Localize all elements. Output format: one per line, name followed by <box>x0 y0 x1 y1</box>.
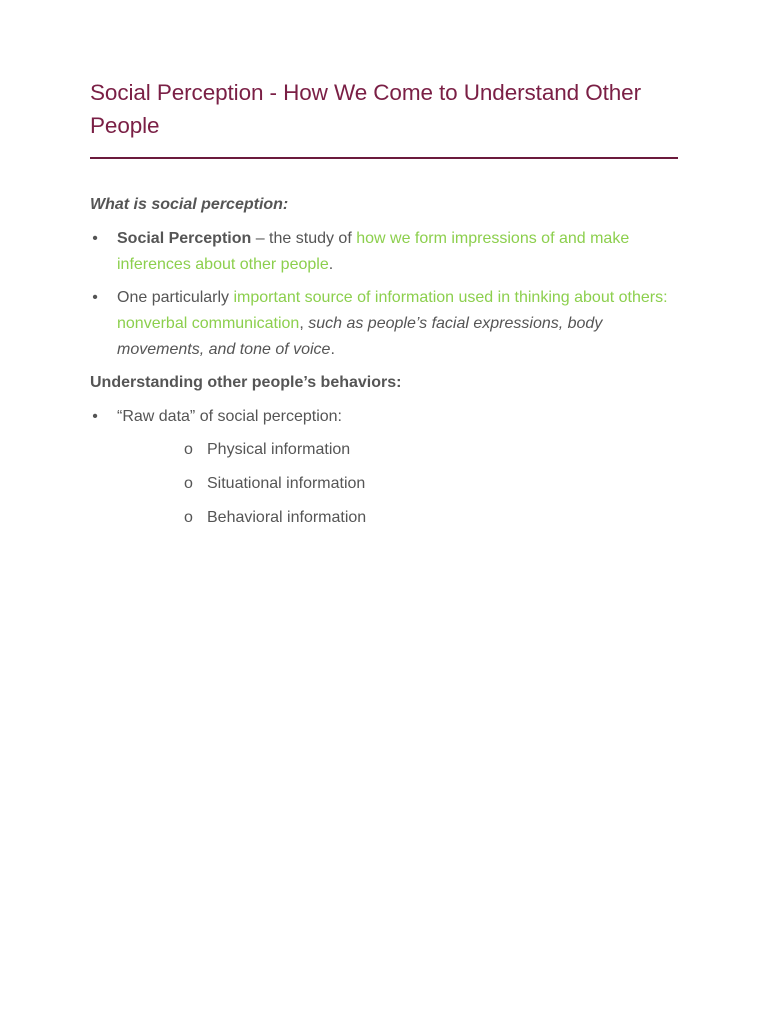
circle-bullet-icon: o <box>184 475 193 492</box>
term-social-perception: Social Perception <box>117 230 252 247</box>
list-item <box>90 226 678 278</box>
bullet-text: . <box>330 341 335 358</box>
title-divider <box>90 157 678 159</box>
document-title: Social Perception - How We Come to Understand Other People <box>90 80 641 138</box>
sub-item-text: Behavioral information <box>207 509 367 526</box>
circle-bullet-icon: o <box>184 441 193 458</box>
document-page <box>90 76 678 539</box>
bullet-icon: • <box>92 289 98 306</box>
bullet-text: – the study of <box>251 230 357 247</box>
list-item <box>90 404 678 531</box>
sub-list-item <box>117 505 678 531</box>
highlighted-definition: how we form impressions of and make inferences about other people <box>117 230 630 273</box>
sub-list-item <box>117 471 678 497</box>
list-item <box>90 285 678 363</box>
bullet-text: , <box>299 315 309 332</box>
sub-item-text: Physical information <box>207 441 351 458</box>
bullet-list-what-is <box>90 226 678 363</box>
sub-list-raw-data <box>117 437 678 531</box>
highlighted-source: important source of information used in thinking about others: nonverbal communication <box>117 289 668 332</box>
bullet-text: “Raw data” of social perception: <box>117 408 342 425</box>
section-heading-what-is: What is social perception: <box>90 196 289 213</box>
bullet-icon: • <box>92 230 98 247</box>
sub-list-item <box>117 437 678 463</box>
section-heading-behaviors: Understanding other people’s behaviors: <box>90 374 402 391</box>
italic-examples: such as people’s facial expressions, body movements, and tone of voice <box>117 315 603 358</box>
bullet-text: . <box>328 256 334 273</box>
bullet-text: One particularly <box>117 289 234 306</box>
bullet-icon: • <box>92 408 98 425</box>
circle-bullet-icon: o <box>184 509 193 526</box>
bullet-list-behaviors <box>90 404 678 531</box>
sub-item-text: Situational information <box>207 475 366 492</box>
